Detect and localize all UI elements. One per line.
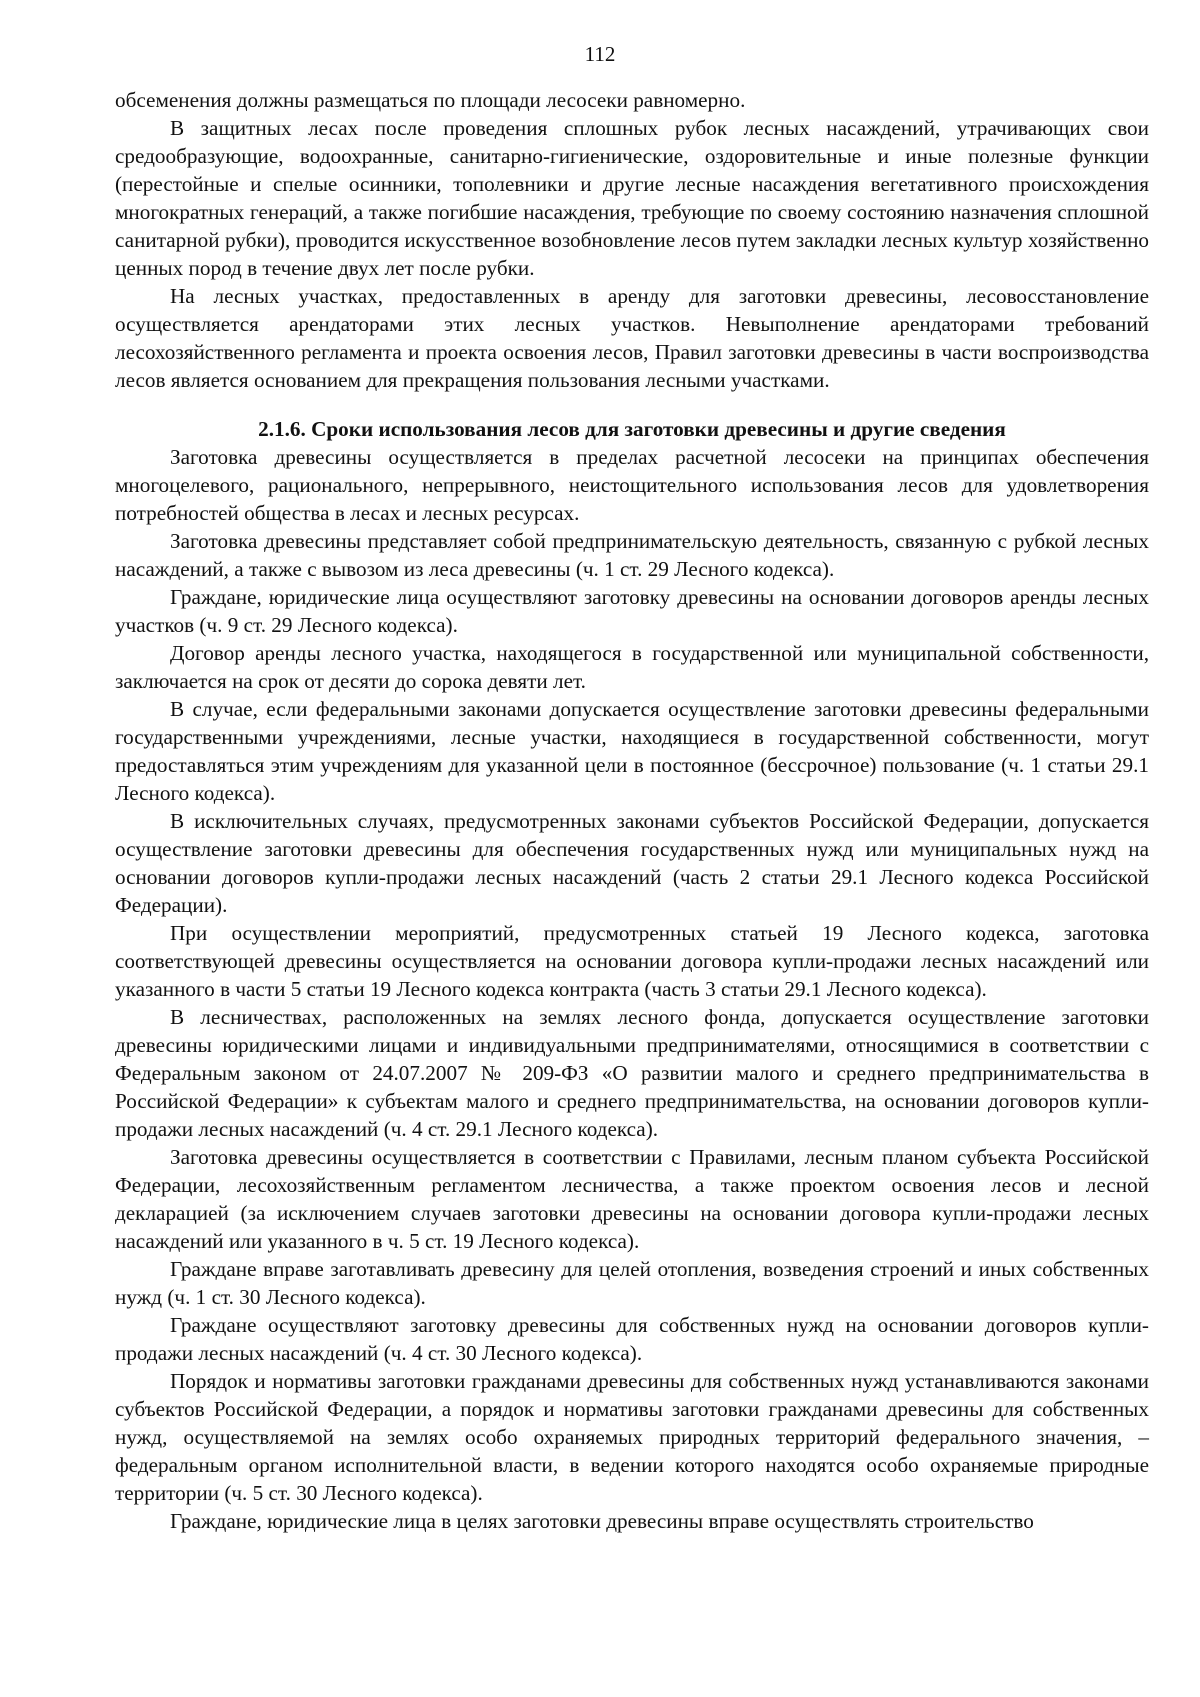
paragraph: В исключительных случаях, предусмотренных законами субъектов Российской Федерации, допускается осуществление заготовки древесины для обеспечения государственных нужд или муниципальных нужд на основании договоров купли-продажи лесных насаждений (часть 2 статьи 29.1 Лесного кодекса Российской Федерации). [115,809,1149,917]
paragraph: Заготовка древесины представляет собой предпринимательскую деятельность, связанную с рубкой лесных насаждений, а также с вывозом из леса древесины (ч. 1 ст. 29 Лесного кодекса). [115,529,1149,581]
section-heading: 2.1.6. Сроки использования лесов для заготовки древесины и другие сведения [258,417,1006,441]
paragraph: Порядок и нормативы заготовки гражданами древесины для собственных нужд устанавливаются законами субъектов Российской Федерации, а порядок и нормативы заготовки гражданами древесины для собственных нужд, осуществляемой на землях особо охраняемых природных территорий федерального значения, – федеральным органом исполнительной власти, в ведении которого находятся особо охраняемые природные территории (ч. 5 ст. 30 Лесного кодекса). [115,1369,1149,1505]
paragraph: Заготовка древесины осуществляется в соответствии с Правилами, лесным планом субъекта Российской Федерации, лесохозяйственным регламентом лесничества, а также проектом освоения лесов и лесной декларацией (за исключением случаев заготовки древесины на основании договора купли-продажи лесных насаждений или указанного в ч. 5 ст. 19 Лесного кодекса). [115,1145,1149,1253]
paragraph: обсеменения должны размещаться по площади лесосеки равномерно. [115,88,746,112]
paragraph: В случае, если федеральными законами допускается осуществление заготовки древесины федеральными государственными учреждениями, лесные участки, находящиеся в государственной собственности, могут предоставляться этим учреждениям для указанной цели в постоянное (бессрочное) пользование (ч. 1 статьи 29.1 Лесного кодекса). [115,697,1149,805]
paragraph: Граждане, юридические лица осуществляют заготовку древесины на основании договоров аренды лесных участков (ч. 9 ст. 29 Лесного кодекса). [115,585,1149,637]
paragraph: Граждане, юридические лица в целях заготовки древесины вправе осуществлять строительство [170,1509,1034,1533]
paragraph: Заготовка древесины осуществляется в пределах расчетной лесосеки на принципах обеспечения многоцелевого, рационального, непрерывного, неистощительного использования лесов для удовлетворения потребностей общества в лесах и лесных ресурсах. [115,445,1149,525]
paragraph: На лесных участках, предоставленных в аренду для заготовки древесины, лесовосстановление осуществляется арендаторами этих лесных участков. Невыполнение арендаторами требований лесохозяйственного регламента и проекта освоения лесов, Правил заготовки древесины в части воспроизводства лесов является основанием для прекращения пользования лесными участками. [115,284,1149,392]
paragraph: Граждане вправе заготавливать древесину для целей отопления, возведения строений и иных собственных нужд (ч. 1 ст. 30 Лесного кодекса). [115,1257,1149,1309]
paragraph: Граждане осуществляют заготовку древесины для собственных нужд на основании договоров купли-продажи лесных насаждений (ч. 4 ст. 30 Лесного кодекса). [115,1313,1149,1365]
page-number: 112 [584,42,616,66]
paragraph: В защитных лесах после проведения сплошных рубок лесных насаждений, утрачивающих свои средообразующие, водоохранные, санитарно-гигиенические, оздоровительные и иные полезные функции (перестойные и спелые осинники, тополевники и другие лесные насаждения вегетативного происхождения многократных генераций, а также погибшие насаждения, требующие по своему состоянию назначения сплошной санитарной рубки), проводится искусственное возобновление лесов путем закладки лесных культур хозяйственно ценных пород в течение двух лет после рубки. [115,116,1149,280]
paragraph: Договор аренды лесного участка, находящегося в государственной или муниципальной собственности, заключается на срок от десяти до сорока девяти лет. [115,641,1149,693]
paragraph: В лесничествах, расположенных на землях лесного фонда, допускается осуществление заготовки древесины юридическими лицами и индивидуальными предпринимателями, относящимися в соответствии с Федеральным законом от 24.07.2007 № 209-ФЗ «О развитии малого и среднего предпринимательства в Российской Федерации» к субъектам малого и среднего предпринимательства, на основании договоров купли-продажи лесных насаждений (ч. 4 ст. 29.1 Лесного кодекса). [115,1005,1149,1141]
document-body [115,86,1149,1535]
paragraph: При осуществлении мероприятий, предусмотренных статьей 19 Лесного кодекса, заготовка соответствующей древесины осуществляется на основании договора купли-продажи лесных насаждений или указанного в части 5 статьи 19 Лесного кодекса контракта (часть 3 статьи 29.1 Лесного кодекса). [115,921,1149,1001]
